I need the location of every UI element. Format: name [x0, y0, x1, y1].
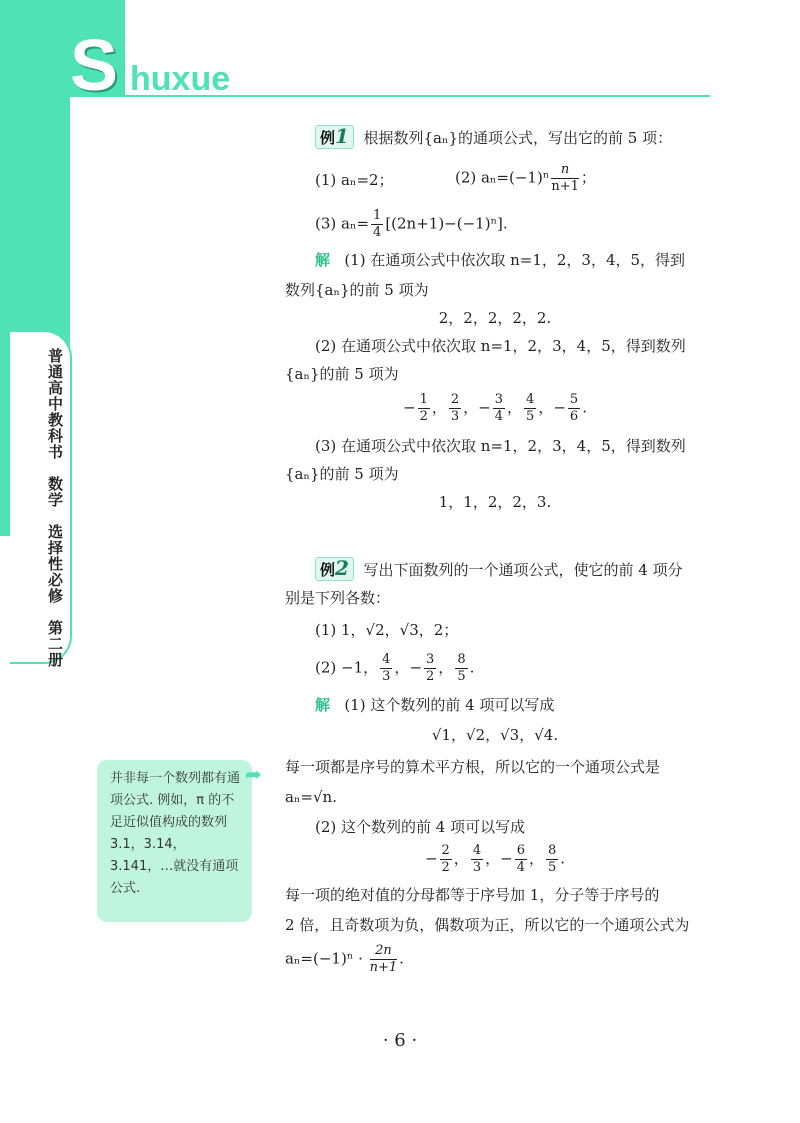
- logo-word: huxue: [130, 60, 231, 98]
- ex2-solution-line-4: (2) 这个数列的前 4 项可以写成: [315, 818, 526, 836]
- fraction-denominator: 5: [547, 860, 557, 875]
- separator: ，: [528, 849, 544, 868]
- example-2-prompt: 写出下面数列的一个通项公式，使它的前 4 项分: [363, 561, 683, 579]
- ex1-solution-line-6: {aₙ}的前 5 项为: [285, 465, 399, 483]
- fraction-denominator: 3: [450, 409, 460, 424]
- fraction-numerator: 2: [441, 843, 450, 858]
- example-number: 2: [335, 556, 349, 580]
- separator: ，: [453, 849, 469, 868]
- solution-label: 解: [315, 251, 331, 269]
- fraction: [424, 652, 436, 685]
- example-2-tag: [315, 557, 354, 581]
- fraction-numerator: 2: [450, 392, 460, 407]
- fraction: [449, 392, 461, 425]
- fraction-numerator: n: [551, 162, 579, 179]
- separator: .: [582, 398, 587, 417]
- fraction: [455, 652, 467, 685]
- fraction-denominator: 2: [441, 860, 450, 875]
- separator: .: [469, 658, 475, 677]
- ex1-part2: [455, 162, 596, 195]
- separator: ，: [507, 398, 523, 417]
- page-number: · 6 ·: [382, 1030, 418, 1051]
- ex2-solution-line-3: aₙ=√n.: [285, 788, 337, 806]
- fraction-numerator: 4: [472, 843, 482, 858]
- ex1-part3: [315, 208, 508, 241]
- fraction-numerator: 3: [426, 652, 435, 667]
- fraction-denominator: 5: [457, 669, 466, 684]
- separator: ，: [394, 658, 410, 677]
- fraction-numerator: 4: [526, 392, 535, 407]
- fraction: [471, 843, 483, 876]
- minus-sign: −: [409, 658, 423, 677]
- spine-title: 普通高中教科书 数学 选择性必修 第二册: [46, 348, 64, 668]
- fraction-numerator: 1: [419, 392, 428, 407]
- minus-sign: −: [500, 849, 513, 868]
- fraction-denominator: n+1: [369, 960, 398, 975]
- formula-lhs: aₙ=(−1)ⁿ ·: [285, 949, 368, 968]
- formula-end: .: [399, 949, 404, 968]
- separator: .: [560, 849, 566, 868]
- ex2-formula: [285, 943, 404, 976]
- fraction-numerator: 6: [516, 843, 525, 858]
- fraction-denominator: 6: [569, 409, 579, 424]
- fraction: [440, 843, 452, 876]
- fraction-denominator: 4: [373, 225, 382, 240]
- shuxue-logo: [70, 26, 231, 106]
- example-1-tag: [315, 125, 354, 149]
- fraction: [546, 843, 558, 876]
- minus-sign: −: [424, 849, 438, 868]
- ex2-result-2: [285, 843, 705, 876]
- fraction-denominator: 5: [526, 409, 535, 424]
- separator: ，: [485, 849, 501, 868]
- fraction-numerator: 5: [569, 392, 579, 407]
- ex1-part3-fraction: [371, 208, 383, 241]
- fraction: [524, 392, 536, 425]
- separator: ，: [438, 658, 454, 677]
- solution-label: 解: [315, 696, 331, 714]
- ex1-solution-line-1: [315, 250, 685, 270]
- minus-sign: −: [478, 398, 491, 417]
- ex2-result-1: √1，√2，√3，√4.: [431, 726, 559, 744]
- ex1-solution-line-2: 数列{aₙ}的前 5 项为: [285, 281, 429, 299]
- ex2-solution-line-6: 2 倍，且奇数项为负，偶数项为正，所以它的一个通项公式为: [285, 916, 690, 934]
- fraction-denominator: 3: [382, 669, 391, 684]
- ex1-solution-line-5: (3) 在通项公式中依次取 n=1，2，3，4，5，得到数列: [315, 437, 686, 455]
- fraction-numerator: 8: [547, 843, 557, 858]
- fraction: [568, 392, 580, 425]
- ex2-part2: [315, 652, 474, 685]
- fraction: [515, 843, 527, 876]
- fraction-denominator: 4: [516, 860, 525, 875]
- arrow-icon: ➦: [245, 762, 262, 786]
- fraction: [418, 392, 430, 425]
- separator: ，: [538, 398, 554, 417]
- ex1-part1: (1) aₙ=2；: [315, 171, 394, 189]
- separator: ，: [463, 398, 479, 417]
- example-1-prompt: 根据数列{aₙ}的通项公式，写出它的前 5 项：: [363, 129, 673, 147]
- ex1-part3-lhs: (3) aₙ=: [315, 214, 370, 233]
- fraction-numerator: 1: [373, 208, 382, 223]
- ex1-solution-line-4: {aₙ}的前 5 项为: [285, 365, 399, 383]
- example-2-prompt-cont: 别是下列各数：: [285, 589, 391, 607]
- ex2-solution-line-2: 每一项都是序号的算术平方根，所以它的一个通项公式是: [285, 758, 661, 776]
- fraction-numerator: 8: [457, 652, 466, 667]
- solution-text: (1) 在通项公式中依次取 n=1，2，3，4，5，得到: [344, 251, 686, 269]
- solution-text: (1) 这个数列的前 4 项可以写成: [344, 696, 555, 714]
- fraction-denominator: 2: [419, 409, 428, 424]
- example-2-heading: [315, 557, 683, 581]
- example-tag-label: 例: [320, 129, 336, 147]
- fraction: [380, 652, 392, 685]
- fraction-denominator: 2: [426, 669, 435, 684]
- minus-sign: −: [403, 398, 416, 417]
- ex1-part2-fraction: [551, 162, 579, 195]
- formula-fraction: [370, 943, 398, 976]
- ex2-part1: (1) 1，√2，√3，2；: [315, 621, 459, 639]
- fraction-numerator: 4: [382, 652, 391, 667]
- margin-note-text: 并非每一个数列都有通项公式. 例如，π 的不足近似值构成的数列 3.1，3.14，3.141，…就没有通项公式.: [110, 771, 241, 896]
- separator: ，: [431, 398, 447, 417]
- fraction-numerator: 3: [494, 392, 504, 407]
- fraction-denominator: 4: [494, 409, 504, 424]
- minus-sign: −: [553, 398, 566, 417]
- fraction-denominator: 3: [472, 860, 482, 875]
- ex1-part2-lhs: (2) aₙ=(−1)ⁿ: [455, 168, 550, 187]
- logo-initial: S: [70, 26, 119, 106]
- ex2-part2-lead: (2) −1，: [315, 658, 379, 677]
- fraction: [493, 392, 505, 425]
- ex1-solution-line-3: (2) 在通项公式中依次取 n=1，2，3，4，5，得到数列: [315, 337, 686, 355]
- ex1-part3-rhs: [(2n+1)−(−1)ⁿ].: [385, 214, 508, 233]
- example-1-heading: [315, 125, 672, 149]
- ex1-result-1: 2，2，2，2，2.: [438, 309, 552, 327]
- ex2-solution-line-1: [315, 695, 554, 715]
- ex1-part2-end: ；: [580, 168, 596, 187]
- ex2-solution-line-5: 每一项的绝对值的分母都等于序号加 1，分子等于序号的: [285, 886, 660, 904]
- ex1-result-2: [285, 392, 705, 425]
- ex1-result-3: 1，1，2，2，3.: [438, 493, 552, 511]
- example-tag-label: 例: [320, 561, 336, 579]
- fraction-numerator: 2n: [370, 943, 398, 960]
- fraction-denominator: n+1: [551, 179, 579, 194]
- example-number: 1: [335, 124, 349, 148]
